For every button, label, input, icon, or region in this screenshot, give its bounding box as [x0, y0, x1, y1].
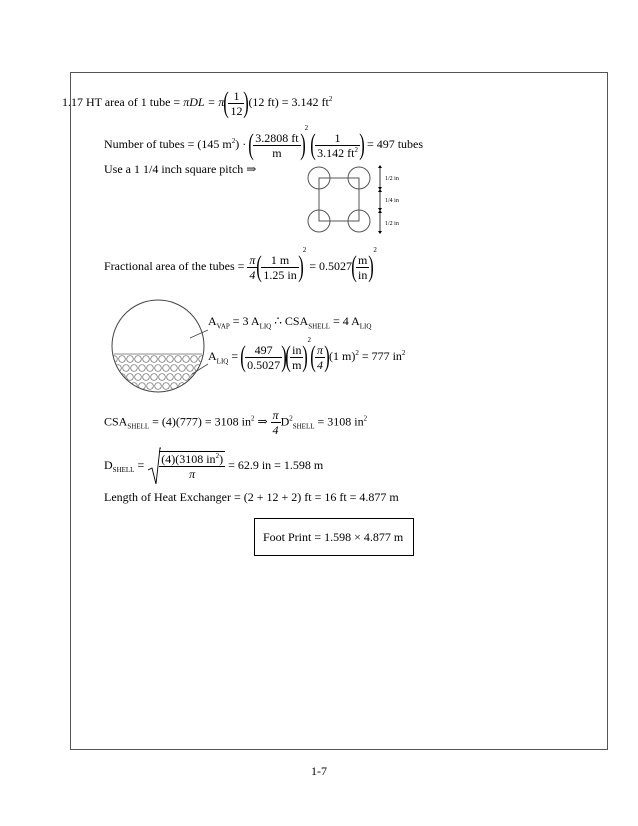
- pitch-square: [319, 178, 359, 221]
- liquid-tube-circle: [187, 383, 194, 390]
- ht-result: (12 ft) = 3.142 ft: [248, 94, 329, 109]
- problem-number: 1.17: [62, 94, 83, 109]
- liquid-tube-circle: [159, 356, 166, 363]
- aliq-line: $A_{LIQ}$ = ( $\frac{497}{0.5027}$ )( $\frac{in}{m}$ )$^2$( $\frac{\pi}{4}$ )(1 m)$^2$ = 777 $in^2$: [208, 336, 406, 374]
- pitch-label: Use a 1 1/4 inch square pitch ⇒: [104, 162, 257, 176]
- liquid-tube-circle: [175, 356, 182, 363]
- dshell-line: $D_{SHELL}$ = $\frac{(4)(3108 in^2)}{\pi}$ = 62.9 in = 1.598 m: [104, 446, 323, 486]
- liquid-tube-circle: [131, 365, 138, 372]
- liquid-tube-circle: [135, 356, 142, 363]
- liquid-tube-circle: [115, 383, 122, 390]
- aliq-result: = 777 in: [358, 349, 402, 363]
- liquid-tube-circle: [155, 365, 162, 372]
- page-number: 1-7: [311, 764, 327, 778]
- dim-top: 1/2 in: [385, 176, 399, 182]
- liquid-tube-circle: [127, 374, 134, 381]
- length-line: Length of Heat Exchanger = (2 + 12 + 2) ft = 16 ft = 4.877 m: [104, 490, 399, 504]
- fraction-result: = 0.5027: [309, 259, 353, 273]
- liquid-tube-circle: [167, 374, 174, 381]
- liquid-tube-circle: [195, 383, 202, 390]
- dshell-result: = 62.9 in = 1.598 m: [228, 457, 324, 472]
- liquid-tube-circle: [143, 356, 150, 363]
- footprint-box: [254, 518, 414, 556]
- liquid-tube-circle: [151, 374, 158, 381]
- liquid-tube-circle: [135, 374, 142, 381]
- square-pitch-diagram: [296, 158, 426, 238]
- avap-line: $A_{VAP} = 3$ $A_{LIQ}$ ∴ $CSA_{SHELL} = 4$ $A_{LIQ}$: [208, 314, 372, 331]
- liquid-tube-circle: [159, 374, 166, 381]
- ht-area-line: 1.17 HT area of 1 tube = πDL = π( $\frac{1}{12}$ )(12 ft) = 3.142 $ft^2$: [62, 86, 333, 119]
- liquid-tube-circle: [119, 356, 126, 363]
- ht-fraction: $\frac{1}{12}$: [230, 88, 243, 118]
- liquid-tube-circle: [127, 356, 134, 363]
- liquid-tube-circle: [163, 383, 170, 390]
- ht-formula: πDL = π: [183, 94, 225, 109]
- fraction-line: Fractional area of the tubes = $\frac{\pi}{4}$ ( $\frac{1 m}{1.25 in}$ )$^2$ = 0.5027( $\frac{m}{in}$ )$^2$: [104, 246, 377, 284]
- liquid-tube-circle: [143, 374, 150, 381]
- tubes-frac-2: $\frac{1}{3.142 ft^2}$: [317, 130, 358, 160]
- liquid-tube-circle: [147, 365, 154, 372]
- dim-bot: 1/2 in: [385, 221, 399, 227]
- liquid-tube-circle: [123, 383, 130, 390]
- liquid-tube-circle: [175, 374, 182, 381]
- shell-circle: [112, 300, 204, 392]
- liquid-tube-circle: [123, 365, 130, 372]
- liquid-tubes: [111, 356, 206, 390]
- tubes-label: Number of tubes =: [104, 137, 195, 151]
- footprint-text: Foot Print = 1.598 × 4.877 m: [263, 530, 404, 544]
- liquid-tube-circle: [147, 383, 154, 390]
- shell-cross-section-diagram: [110, 298, 210, 398]
- liquid-tube-circle: [187, 365, 194, 372]
- liquid-tube-circle: [183, 374, 190, 381]
- tubes-line: Number of tubes = (145 $m^2$) · ( $\frac{3.2808 ft}{m}$ )$^2$ ( $\frac{1}{3.142 ft^2}$ ) = 497 tubes: [104, 124, 424, 162]
- csa-line: $CSA_{SHELL} = (4)(777) = 3108$ $in^2$ ⇒ $\frac{\pi}{4}$ $D^2_{SHELL} = 3108$ $in^2$: [104, 408, 368, 437]
- liquid-tube-circle: [155, 383, 162, 390]
- tubes-frac-1: $\frac{3.2808 ft}{m}$: [255, 130, 299, 160]
- tubes-result: = 497 tubes: [366, 137, 424, 151]
- ht-label: HT area of 1 tube =: [86, 94, 181, 109]
- dim-mid: 1/4 in: [385, 198, 399, 204]
- liquid-tube-circle: [163, 365, 170, 372]
- liquid-tube-circle: [191, 356, 198, 363]
- liquid-tube-circle: [111, 374, 118, 381]
- liquid-tube-circle: [139, 365, 146, 372]
- liquid-tube-circle: [171, 365, 178, 372]
- csa-result: = 3108 in: [314, 414, 364, 429]
- liquid-tube-circle: [199, 374, 206, 381]
- fraction-label: Fractional area of the tubes =: [104, 259, 245, 273]
- liquid-tube-circle: [167, 356, 174, 363]
- liquid-tube-circle: [151, 356, 158, 363]
- liquid-tube-circle: [183, 356, 190, 363]
- liquid-tube-circle: [179, 365, 186, 372]
